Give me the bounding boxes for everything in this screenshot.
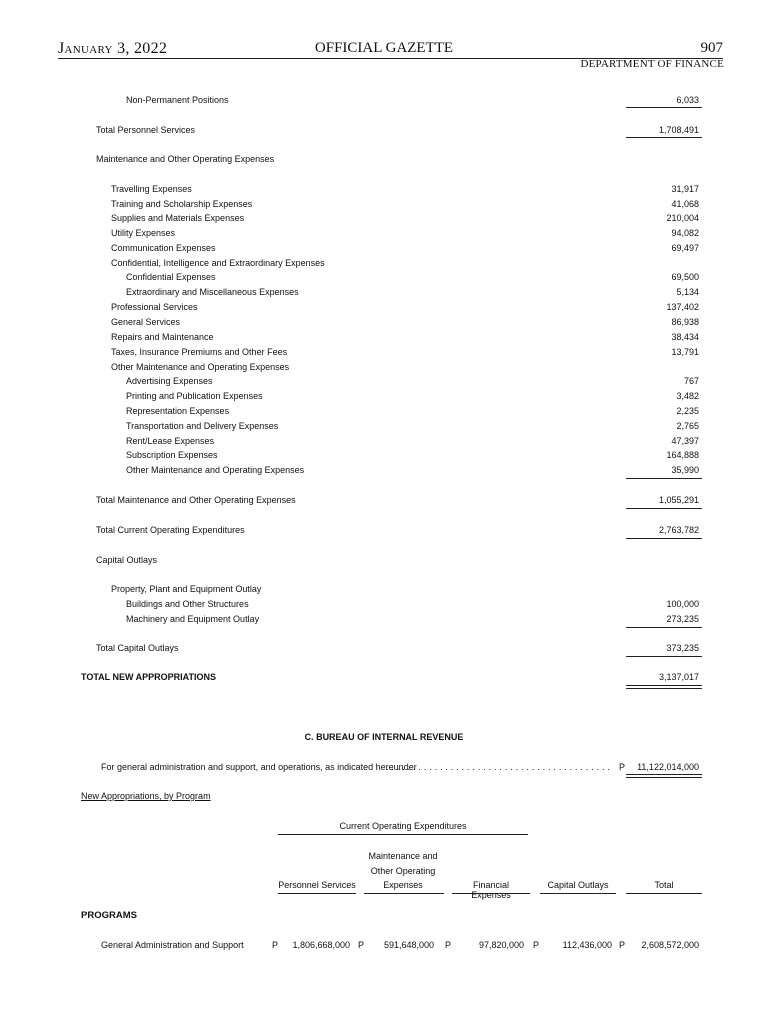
cell-mooe: 591,648,000 bbox=[383, 940, 434, 950]
line-amount: 137,402 bbox=[666, 302, 699, 312]
subtotal-rule bbox=[626, 627, 702, 628]
line-amount: 5,134 bbox=[676, 287, 699, 297]
department-name: DEPARTMENT OF FINANCE bbox=[580, 58, 724, 70]
line-label: Other Maintenance and Operating Expenses bbox=[126, 465, 305, 475]
line-amount: 373,235 bbox=[666, 643, 699, 653]
programs-label: PROGRAMS bbox=[81, 910, 137, 921]
line-label: Travelling Expenses bbox=[111, 184, 192, 194]
col-financial: Financial Expenses bbox=[471, 880, 511, 900]
grand-total-label: TOTAL NEW APPROPRIATIONS bbox=[81, 672, 217, 682]
line-label: Rent/Lease Expenses bbox=[126, 436, 215, 446]
grand-total-amount: 3,137,017 bbox=[658, 672, 699, 682]
subtotal-rule bbox=[626, 478, 702, 479]
peso-sign: P bbox=[619, 940, 626, 950]
line-label: Maintenance and Other Operating Expenses bbox=[96, 154, 275, 164]
line-amount: 31,917 bbox=[671, 184, 699, 194]
line-amount: 69,500 bbox=[671, 272, 699, 282]
bir-total-amount: 11,122,014,000 bbox=[637, 762, 699, 772]
line-label: Confidential, Intelligence and Extraordinary Expenses bbox=[111, 258, 325, 268]
subtotal-rule bbox=[626, 656, 702, 657]
page-number: 907 bbox=[700, 40, 723, 56]
line-label: Extraordinary and Miscellaneous Expenses bbox=[126, 287, 299, 297]
cell-personnel: 1,806,668,000 bbox=[292, 940, 350, 950]
purpose-text: For general administration and support, and operations, as indicated hereunder bbox=[101, 762, 417, 772]
line-label: Total Capital Outlays bbox=[96, 643, 179, 653]
line-amount: 47,397 bbox=[671, 436, 699, 446]
col-mooe-3: Expenses bbox=[383, 880, 423, 890]
line-label: Repairs and Maintenance bbox=[111, 332, 214, 342]
cell-financial: 97,820,000 bbox=[478, 940, 524, 950]
line-label: Buildings and Other Structures bbox=[126, 599, 249, 609]
double-rule-top bbox=[626, 685, 702, 686]
line-label: Total Maintenance and Other Operating Expenses bbox=[96, 495, 296, 505]
line-amount: 767 bbox=[683, 376, 699, 386]
subtotal-rule bbox=[626, 508, 702, 509]
line-label: Taxes, Insurance Premiums and Other Fees bbox=[111, 347, 288, 357]
peso-sign: P bbox=[358, 940, 365, 950]
program-label: General Administration and Support bbox=[101, 940, 244, 950]
line-amount: 94,082 bbox=[671, 228, 699, 238]
line-amount: 1,055,291 bbox=[658, 495, 699, 505]
line-label: Professional Services bbox=[111, 302, 198, 312]
line-amount: 69,497 bbox=[671, 243, 699, 253]
peso-sign: P bbox=[533, 940, 540, 950]
line-label: Property, Plant and Equipment Outlay bbox=[111, 584, 262, 594]
subtotal-rule bbox=[626, 107, 702, 108]
col-mooe-2: Other Operating bbox=[370, 866, 436, 876]
col-mooe-1: Maintenance and bbox=[368, 851, 438, 861]
leader-dots: . . . . . . . . . . . . . . . . . . . . . . . . . . . . . . . . . . . . . . . . . . bbox=[386, 762, 611, 772]
col-capital: Capital Outlays bbox=[547, 880, 609, 890]
subtotal-rule bbox=[626, 137, 702, 138]
line-label: Machinery and Equipment Outlay bbox=[126, 614, 260, 624]
double-rule-bottom bbox=[626, 688, 702, 689]
line-amount: 2,763,782 bbox=[658, 525, 699, 535]
line-label: Representation Expenses bbox=[126, 406, 230, 416]
cell-capital: 112,436,000 bbox=[562, 940, 612, 950]
line-amount: 35,990 bbox=[671, 465, 699, 475]
cell-total: 2,608,572,000 bbox=[641, 940, 699, 950]
line-amount: 86,938 bbox=[671, 317, 699, 327]
peso-sign: P bbox=[619, 762, 626, 772]
line-amount: 210,004 bbox=[666, 213, 699, 223]
line-label: Total Personnel Services bbox=[96, 125, 196, 135]
line-amount: 1,708,491 bbox=[658, 125, 699, 135]
line-amount: 13,791 bbox=[671, 347, 699, 357]
subtotal-rule bbox=[626, 538, 702, 539]
header-date: January 3, 2022 bbox=[58, 40, 168, 57]
line-label: Subscription Expenses bbox=[126, 450, 218, 460]
peso-sign: P bbox=[445, 940, 452, 950]
line-amount: 41,068 bbox=[671, 199, 699, 209]
col-personnel: Personnel Services bbox=[278, 880, 356, 890]
line-amount: 3,482 bbox=[676, 391, 699, 401]
new-approp-heading: New Appropriations, by Program bbox=[81, 791, 211, 801]
line-amount: 38,434 bbox=[671, 332, 699, 342]
line-label: Communication Expenses bbox=[111, 243, 216, 253]
line-label: Confidential Expenses bbox=[126, 272, 216, 282]
col-rule bbox=[364, 893, 444, 894]
line-amount: 6,033 bbox=[676, 95, 699, 105]
line-label: Supplies and Materials Expenses bbox=[111, 213, 245, 223]
line-label: Transportation and Delivery Expenses bbox=[126, 421, 279, 431]
line-label: Non-Permanent Positions bbox=[126, 95, 229, 105]
line-label: Utility Expenses bbox=[111, 228, 176, 238]
section-title: C. BUREAU OF INTERNAL REVENUE bbox=[304, 732, 464, 742]
line-label: Capital Outlays bbox=[96, 555, 158, 565]
double-rule-top bbox=[626, 774, 702, 775]
line-label: Total Current Operating Expenditures bbox=[96, 525, 245, 535]
line-label: General Services bbox=[111, 317, 181, 327]
double-rule-bottom bbox=[626, 777, 702, 778]
col-rule bbox=[452, 893, 530, 894]
line-amount: 273,235 bbox=[666, 614, 699, 624]
line-amount: 100,000 bbox=[666, 599, 699, 609]
group-header-rule bbox=[278, 834, 528, 835]
line-label: Advertising Expenses bbox=[126, 376, 213, 386]
line-label: Training and Scholarship Expenses bbox=[111, 199, 253, 209]
line-amount: 164,888 bbox=[666, 450, 699, 460]
line-amount: 2,765 bbox=[676, 421, 699, 431]
col-rule bbox=[626, 893, 702, 894]
col-total: Total bbox=[654, 880, 674, 890]
col-rule bbox=[278, 893, 356, 894]
line-amount: 2,235 bbox=[676, 406, 699, 416]
line-label: Other Maintenance and Operating Expenses bbox=[111, 362, 290, 372]
header-title: OFFICIAL GAZETTE bbox=[314, 40, 454, 56]
line-label: Printing and Publication Expenses bbox=[126, 391, 263, 401]
col-rule bbox=[540, 893, 616, 894]
group-header: Current Operating Expenditures bbox=[339, 821, 467, 831]
peso-sign: P bbox=[272, 940, 279, 950]
